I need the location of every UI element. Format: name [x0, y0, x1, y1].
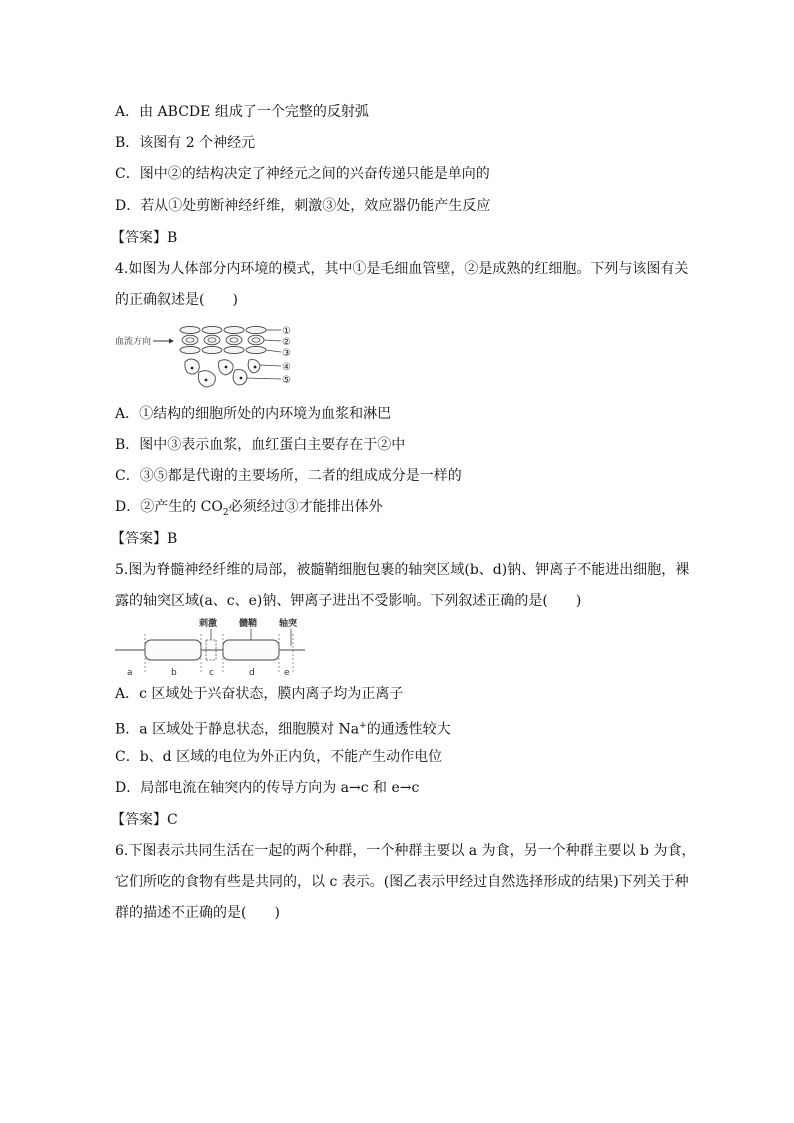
- q4-marker-3: ③: [282, 348, 291, 359]
- q5-region-c: c: [209, 668, 214, 678]
- q5-option-d: D．局部电流在轴突内的传导方向为 a→c 和 e→c: [115, 780, 420, 796]
- q4-marker-1: ①: [282, 326, 291, 337]
- q4-answer: 【答案】B: [111, 531, 178, 547]
- q5-answer: 【答案】C: [111, 812, 178, 828]
- q5-option-a: A．c 区域处于兴奋状态，膜内离子均为正离子: [115, 686, 404, 702]
- q5-option-b-text-rest: 的通透性较大: [366, 721, 451, 738]
- q4-flow-label: 血流方向: [115, 337, 152, 347]
- q4-option-d: [115, 497, 383, 523]
- q3-answer: 【答案】B: [111, 230, 178, 246]
- q5-region-b: b: [171, 668, 177, 678]
- q5-label-stimulus: 刺激: [199, 619, 218, 629]
- q4-marker-4: ④: [282, 362, 291, 373]
- q4-option-a: A．①结构的细胞所处的内环境为血浆和淋巴: [115, 406, 392, 422]
- q5-stem-line-2: 露的轴突区域(a、c、e)钠、钾离子进出不受影响。下列叙述正确的是( ): [115, 593, 582, 609]
- q3-option-d: D．若从①处剪断神经纤维，刺激③处，效应器仍能产生反应: [115, 198, 491, 214]
- q5-label-myelin: 髓鞘: [239, 619, 258, 629]
- q4-stem-line-2: 的正确叙述是( ): [115, 292, 238, 308]
- q5-figure-nerve-fiber: [115, 616, 305, 678]
- q6-stem-line-3: 群的描述不正确的是( ): [115, 905, 280, 921]
- q5-option-b: [115, 716, 451, 740]
- q4-option-d-text: D．②产生的 CO: [115, 499, 223, 515]
- q4-figure-internal-environment: [115, 322, 305, 392]
- q6-stem-line-2: 它们所吃的食物有些是共同的，以 c 表示。(图乙表示甲经过自然选择形成的结果)下列关于种: [115, 874, 689, 890]
- q5-stem-line-1: 5.图为脊髓神经纤维的局部，被髓鞘细胞包裹的轴突区域(b、d)钠、钾离子不能进出细胞，裸: [115, 562, 690, 578]
- q5-label-axon: 轴突: [279, 619, 298, 629]
- q5-option-b-text: B．a 区域处于静息状态，细胞膜对 Na: [115, 721, 360, 738]
- q4-option-c: C．③⑤都是代谢的主要场所，二者的组成成分是一样的: [115, 468, 462, 484]
- q5-option-b-superscript: +: [359, 721, 367, 731]
- q4-stem-line-1: 4.如图为人体部分内环境的模式，其中①是毛细血管壁，②是成熟的红细胞。下列与该图有关: [115, 261, 689, 277]
- q5-region-d: d: [249, 668, 255, 678]
- q3-option-c: C．图中②的结构决定了神经元之间的兴奋传递只能是单向的: [115, 166, 490, 182]
- q4-marker-2: ②: [282, 337, 291, 348]
- q5-region-e: e: [284, 668, 290, 678]
- q3-option-a: A．由 ABCDE 组成了一个完整的反射弧: [115, 104, 369, 120]
- q4-option-d-text-rest: 必须经过③才能排出体外: [228, 499, 383, 515]
- q5-option-c: C．b、d 区域的电位为外正内负，不能产生动作电位: [115, 749, 443, 765]
- q5-region-a: a: [127, 668, 133, 678]
- q4-marker-5: ⑤: [282, 375, 291, 386]
- q3-option-b: B．该图有 2 个神经元: [115, 135, 256, 151]
- q6-stem-line-1: 6.下图表示共同生活在一起的两个种群，一个种群主要以 a 为食，另一个种群主要以 b 为食，: [115, 843, 696, 859]
- q4-option-b: B．图中③表示血浆，血红蛋白主要存在于②中: [115, 437, 406, 453]
- q4-option-d-subscript: 2: [222, 507, 229, 518]
